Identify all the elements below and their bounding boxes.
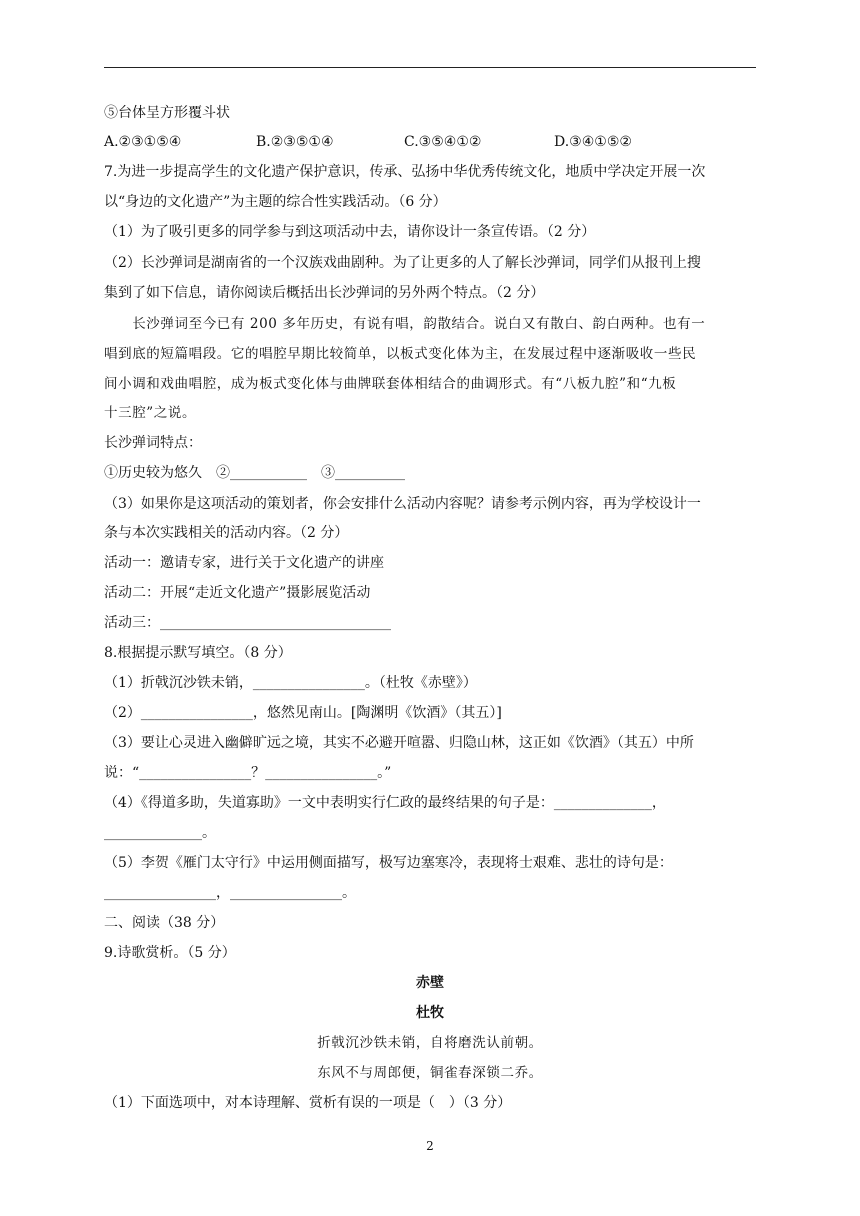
question-8: 8.根据提示默写填空。（8 分） — [104, 645, 292, 661]
question-7-2: （2）长沙弹词是湖南省的一个汉族戏曲剧种。为了让更多的人了解长沙弹词，同学们从报刊上搜 — [104, 255, 701, 271]
activity-3: 活动三：_________________________________ — [104, 615, 391, 631]
option-a: A.②③①⑤④ — [104, 134, 182, 150]
activity-1: 活动一：邀请专家，进行关于文化遗产的讲座 — [104, 555, 384, 571]
quote-line: 唱到底的短篇唱段。它的唱腔早期比较简单，以板式变化体为主，在发展过程中逐渐吸收一些民 — [104, 346, 697, 362]
question-8-2: （2）________________，悠然见南山。[陶渊明《饮酒》（其五）] — [104, 705, 502, 721]
question-8-3-cont: 说：“________________？________________。” — [104, 765, 392, 781]
question-7-1: （1）为了吸引更多的同学参与到这项活动中去，请你设计一条宣传语。（2 分） — [104, 224, 596, 240]
option-b: B.②③⑤①④ — [256, 134, 334, 150]
question-8-5-cont: ________________，________________。 — [104, 885, 356, 901]
question-8-3: （3）要让心灵进入幽僻旷远之境，其实不必避开喧嚣、归隐山林，这正如《饮酒》（其五）中所 — [104, 735, 694, 751]
question-8-5: （5）李贺《雁门太守行》中运用侧面描写，极写边塞寒冷，表现将士艰难、悲壮的诗句是： — [104, 855, 673, 871]
activity-2: 活动二：开展“走近文化遗产”摄影展览活动 — [104, 585, 371, 601]
poem-line: 东风不与周郎便，铜雀春深锁二乔。 — [317, 1065, 543, 1081]
question-8-4-cont: ______________。 — [104, 825, 216, 841]
question-9: 9.诗歌赏析。（5 分） — [104, 945, 236, 961]
question-7-cont: 以“身边的文化遗产”为主题的综合性实践活动。（6 分） — [104, 194, 447, 210]
quote-line: 间小调和戏曲唱腔，成为板式变化体与曲牌联套体相结合的曲调形式。有“八板九腔”和“九板 — [104, 376, 677, 392]
section-2-heading: 二、阅读（38 分） — [104, 915, 225, 931]
question-7-3: （3）如果你是这项活动的策划者，你会安排什么活动内容呢？请参考示例内容，再为学校设计一 — [104, 496, 701, 512]
features-line: ①历史较为悠久 ②___________ ③__________ — [104, 465, 405, 481]
page-number: 2 — [426, 1139, 434, 1153]
quote-line: 长沙弹词至今已有 200 多年历史，有说有唱，韵散结合。说白又有散白、韵白两种。也有一 — [104, 316, 706, 332]
question-7-3-cont: 条与本次实践相关的活动内容。（2 分） — [104, 525, 349, 541]
option-c: C.③⑤④①② — [404, 134, 482, 150]
question-7-2-cont: 集到了如下信息，请你阅读后概括出长沙弹词的另外两个特点。（2 分） — [104, 285, 545, 301]
question-9-1: （1）下面选项中，对本诗理解、赏析有误的一项是（ ）（3 分） — [104, 1095, 512, 1111]
poem-title: 赤壁 — [416, 975, 444, 991]
question-7: 7.为进一步提高学生的文化遗产保护意识，传承、弘扬中华优秀传统文化，地质中学决定开展一次 — [104, 164, 706, 180]
poem-author: 杜牧 — [416, 1005, 444, 1021]
features-title: 长沙弹词特点： — [104, 435, 202, 451]
question-8-4: （4）《得道多助，失道寡助》一文中表明实行仁政的最终结果的句子是：______________， — [104, 795, 666, 811]
option-d: D.③④①⑤② — [554, 134, 632, 150]
question-8-1: （1）折戟沉沙铁未销，________________。（杜牧《赤壁》） — [104, 675, 477, 691]
header-rule — [104, 67, 756, 68]
quote-line: 十三腔”之说。 — [104, 405, 197, 421]
text-line: ⑤台体呈方形覆斗状 — [104, 105, 230, 121]
poem-line: 折戟沉沙铁未销，自将磨洗认前朝。 — [317, 1035, 543, 1051]
